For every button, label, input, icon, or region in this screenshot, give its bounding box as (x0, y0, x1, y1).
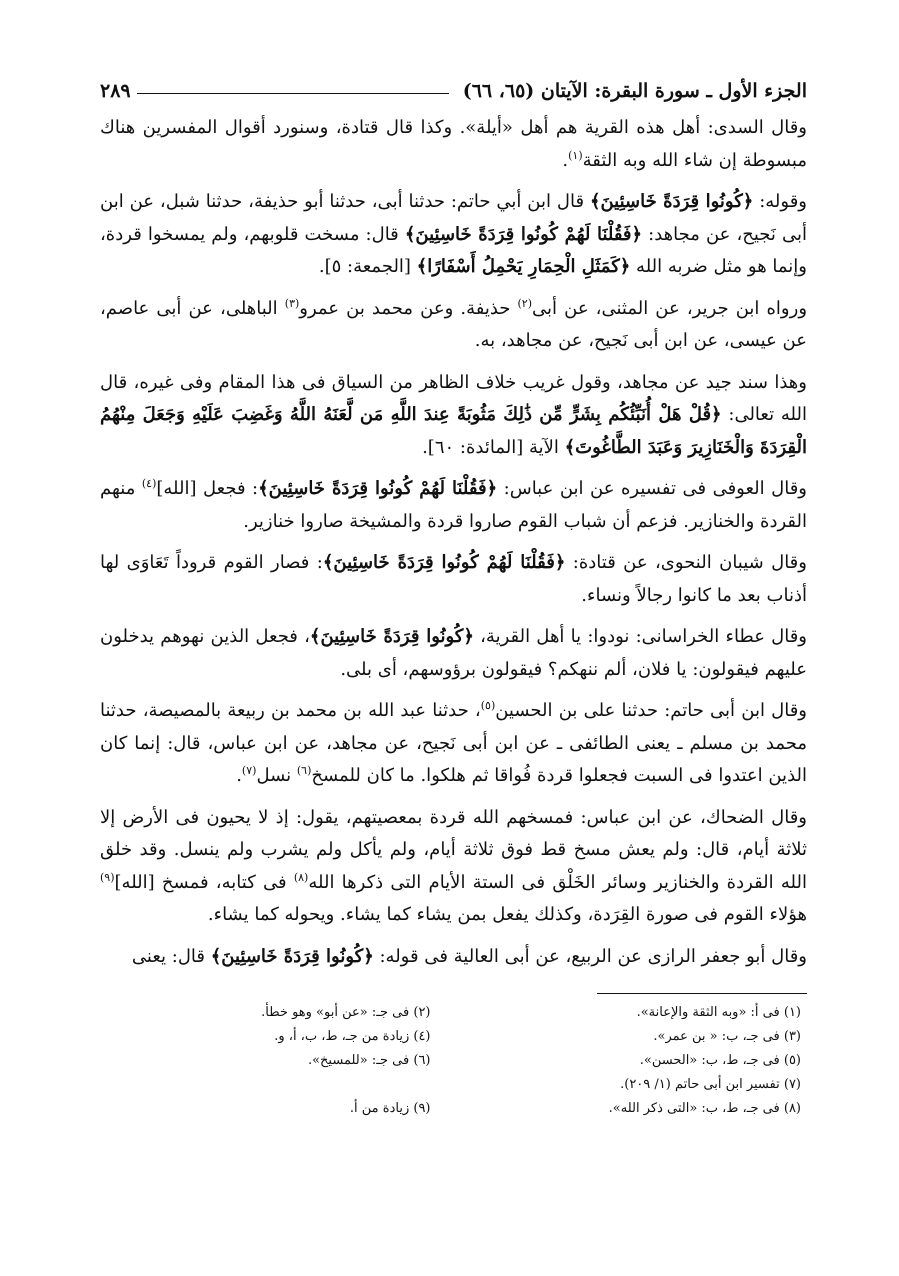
footnote-separator (597, 993, 807, 994)
footnote: (٥) فى جـ، ط، ب: «الحسن». (639, 1053, 801, 1068)
footnote-marker: (١) (568, 148, 583, 162)
quran-quote: ﴿قُلْ هَلْ أُنَبِّئُكُم بِشَرٍّ مِّن ذَٰلِكَ مَثُوبَةً عِندَ اللَّهِ مَن لَّعَنَهُ اللَّهُ وَغَضِبَ عَلَيْهِ وَجَعَلَ مِنْهُمُ الْقِرَدَةَ وَالْخَنَازِيرَ وَعَبَدَ الطَّاغُوتَ﴾ (100, 404, 807, 458)
footnote-marker: (٦) (296, 764, 312, 777)
text-run: منهم القردة والخنازير. فزعم أن شباب القوم صاروا قردة والمشيخة صاروا خنازير. (100, 478, 807, 532)
text-run: وقال العوفى فى تفسيره عن ابن عباس: (497, 478, 807, 499)
text-run: قال ابن أبي حاتم: حدثنا أبى، حدثنا أبو حذيفة، حدثنا شبل، عن ابن أبى نَجيح، عن مجاهد: (100, 191, 807, 245)
footnote: (٨) فى جـ، ط، ب: «التى ذكر الله». (608, 1101, 801, 1116)
paragraph (100, 293, 807, 358)
paragraph (100, 547, 807, 612)
text-run: الباهلى، عن أبى عاصم، عن عيسى، عن ابن أبى نَجيح، عن مجاهد، به. (100, 297, 807, 351)
paragraph (100, 941, 807, 974)
footnote-marker: (٨) (293, 870, 309, 884)
text-run: وقال عطاء الخراسانى: نودوا: يا أهل القرية، (473, 626, 807, 647)
quran-quote: ﴿كُونُوا قِرَدَةً خَاسِئِينَ﴾ (589, 191, 754, 212)
text-run: وقوله: (753, 191, 807, 212)
paragraph (100, 367, 807, 465)
footnote-marker: (٥) (480, 699, 496, 712)
footnote: (٣) فى جـ، ب: « بن عمر». (653, 1029, 801, 1044)
text-run: وقال ابن أبى حاتم: حدثنا على بن الحسين (495, 700, 808, 721)
footnote: (٤) زيادة من جـ، ط، ب، أ، و. (274, 1029, 431, 1044)
paragraph (100, 621, 807, 686)
paragraph (100, 112, 807, 177)
footnote-marker: (٤) (141, 477, 157, 490)
quran-quote: ﴿فَقُلْنَا لَهُمْ كُونُوا قِرَدَةً خَاسِئِينَ﴾ (322, 552, 566, 573)
text-run: ورواه ابن جرير، عن المثنى، عن أبى (532, 297, 808, 319)
quran-quote: ﴿كُونُوا قِرَدَةً خَاسِئِينَ﴾ (309, 626, 474, 647)
paragraph (100, 186, 807, 284)
quran-quote: ﴿فَقُلْنَا لَهُمْ كُونُوا قِرَدَةً خَاسِئِينَ﴾ (258, 478, 498, 499)
footnote: (٧) تفسير ابن أبى حاتم (١/ ٢٠٩). (620, 1077, 801, 1092)
text-run: . (236, 765, 242, 786)
text-run: : فصار القوم قروداً تَعَاوَى لها أذناب بعد ما كانوا رجالاً ونساء. (100, 552, 807, 606)
text-run: هؤلاء القوم فى صورة القِرَدة، وكذلك يفعل بمن يشاء كما يشاء. ويحوله كما يشاء. (207, 904, 807, 925)
quran-quote: ﴿كَمَثَلِ الْحِمَارِ يَحْمِلُ أَسْفَارًا﴾ (416, 256, 631, 277)
paragraph (100, 695, 807, 793)
footnote-marker: (٣) (284, 296, 300, 310)
text-run: الآية [المائدة: ٦٠]. (422, 436, 565, 458)
footnote-empty-cell (100, 1074, 431, 1095)
text-run: قال: يعنى (131, 945, 211, 967)
footnote: (٢) فى جـ: «عن أبو» وهو خطأ. (261, 1005, 431, 1020)
footnote-marker: (٩) (100, 870, 115, 884)
text-run: ، حدثنا عبد الله بن محمد بن ربيعة بالمصيصة، حدثنا محمد بن مسلم ـ يعنى الطائفى ـ عن ابن أبى نَجيح، عن مجاهد، عن ابن عباس، قال: إنما كان الذين اعتدوا فى السبت فجعلوا قردة فُواقا ثم هلكوا. ما كان للمسخ (100, 700, 807, 786)
text-run: حذيفة. وعن محمد بن عمرو (299, 297, 518, 319)
text-run: وهذا سند جيد عن مجاهد، وقول غريب خلاف الظاهر من السياق فى هذا المقام وفى غيره، قال الله تعالى: (100, 371, 807, 425)
footnote: (٦) فى جـ: «للمسيخ». (307, 1053, 431, 1068)
quran-quote: ﴿كُونُوا قِرَدَةً خَاسِئِينَ﴾ (210, 945, 374, 967)
paragraph (100, 802, 807, 932)
footnote-marker: (٢) (517, 296, 533, 310)
text-run: وقال السدى: أهل هذه القرية هم أهل «أيلة». وكذا قال قتادة، وسنورد أقوال المفسرين هناك مبسوطة إن شاء الله وبه الثقة (100, 117, 807, 171)
footnote: (٩) زيادة من أ. (349, 1101, 431, 1116)
text-run: وقال الضحاك، عن ابن عباس: فمسخهم الله قردة بمعصيتهم، يقول: إذ لا يحيون فى الأرض إلا ثلاثة أيام، قال: ولم يعش مسخ قط فوق ثلاثة أيام، ولم يأكل ولم يشرب ولم ينسل. وقد خلق الله القردة والخنازير وسائر الخَلْق فى الستة الأيام التى ذكرها الله (100, 806, 807, 893)
footnote: (١) فى أ: «وبه الثقة والإعانة». (636, 1005, 801, 1020)
text-run: وقال شيبان النحوى، عن قتادة: (565, 552, 807, 573)
page-number: ٢٨٩ (100, 80, 131, 102)
paragraph (100, 473, 807, 538)
text-run: ، فجعل الذين نهوهم يدخلون عليهم فيقولون: يا فلان، ألم ننهكم؟ فيقولون برؤوسهم، أى بلى. (100, 626, 807, 680)
text-run: : فجعل [الله] (156, 478, 259, 499)
running-title: الجزء الأول ـ سورة البقرة: الآيتان (٦٥، ٦٦) (462, 80, 807, 102)
text-run: [الجمعة: ٥]. (318, 256, 417, 277)
text-run: فى كتابه، فمسخ [الله] (114, 871, 294, 893)
footnotes (100, 1002, 807, 1119)
text-run: . (562, 149, 569, 171)
main-text (100, 112, 807, 973)
text-run: نسل (256, 765, 297, 786)
quran-quote: ﴿فَقُلْنَا لَهُمْ كُونُوا قِرَدَةً خَاسِئِينَ﴾ (404, 223, 643, 245)
running-header (100, 66, 807, 102)
header-rule (137, 93, 449, 94)
text-run: وقال أبو جعفر الرازى عن الربيع، عن أبى العالية فى قوله: (373, 945, 807, 967)
text-run: قال: مسخت قلوبهم، ولم يمسخوا قردة، وإنما هو مثل ضربه الله (100, 223, 807, 277)
footnote-marker: (٧) (241, 764, 257, 777)
